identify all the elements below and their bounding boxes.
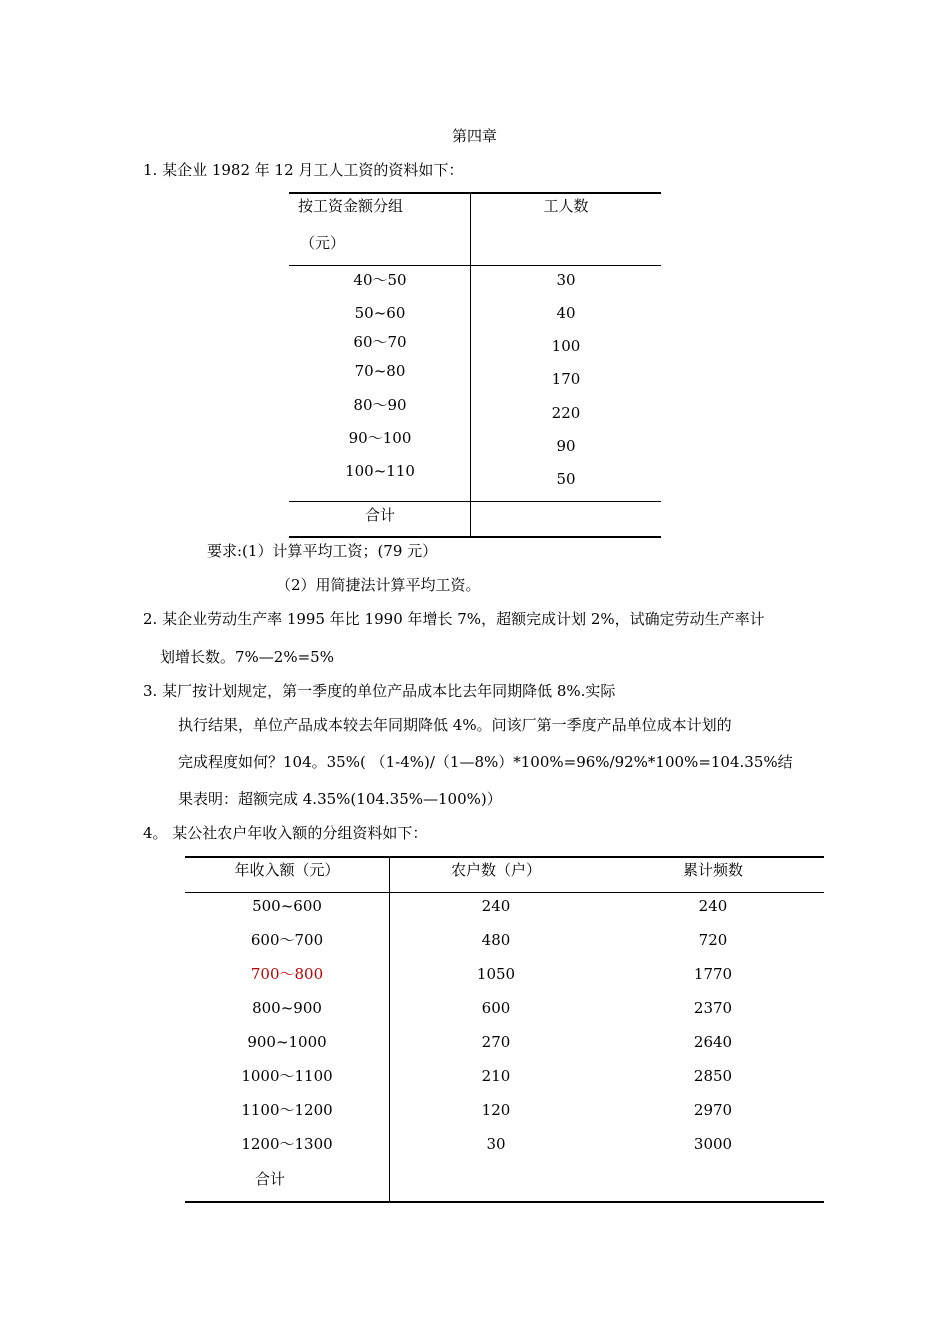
- q1-workers-cell: 170: [551, 370, 581, 388]
- q1-workers-cell: 30: [556, 271, 576, 289]
- q1-table-top-rule: [289, 192, 661, 194]
- chapter-title: 第四章: [452, 127, 498, 145]
- q1-workers-cell: 220: [551, 404, 581, 422]
- q1-requirement-2: （2）用简捷法计算平均工资。: [276, 576, 481, 594]
- q4-income-cell: 900~1000: [247, 1033, 327, 1051]
- q4-households-cell: 480: [481, 931, 511, 949]
- q1-group-cell: 80～90: [353, 396, 407, 414]
- q4-cumulative-cell: 720: [698, 931, 728, 949]
- q4-cumulative-cell: 3000: [693, 1135, 733, 1153]
- q4-households-cell: 30: [486, 1135, 506, 1153]
- q4-header-cumulative: 累计频数: [682, 861, 743, 879]
- q2-line-1: 2. 某企业劳动生产率 1995 年比 1990 年增长 7%，超额完成计划 2%，试确定劳动生产率计: [143, 610, 765, 628]
- q1-group-cell: 40～50: [353, 271, 407, 289]
- q1-requirement-1: 要求:(1）计算平均工资；(79 元）: [207, 542, 438, 560]
- q4-households-cell: 240: [481, 897, 511, 915]
- q2-line-2: 划增长数。7%—2%=5%: [160, 648, 334, 666]
- q1-table-total-rule: [289, 501, 661, 502]
- q4-cumulative-cell: 2640: [693, 1033, 733, 1051]
- q4-households-cell: 1050: [476, 965, 516, 983]
- q4-income-cell: 500~600: [252, 897, 322, 915]
- q4-income-cell: 800~900: [252, 999, 322, 1017]
- q3-line-4: 果表明：超额完成 4.35%(104.35%—100%)）: [178, 790, 502, 808]
- q1-workers-cell: 90: [556, 437, 576, 455]
- q4-cumulative-cell: 2370: [693, 999, 733, 1017]
- q4-cumulative-cell: 1770: [693, 965, 733, 983]
- q4-cumulative-cell: 2970: [693, 1101, 733, 1119]
- q4-income-cell: 1200～1300: [241, 1135, 333, 1153]
- q4-heading: 4。 某公社农户年收入额的分组资料如下：: [143, 824, 428, 842]
- q1-table-header-rule: [289, 265, 661, 266]
- q4-total-label: 合计: [255, 1170, 286, 1188]
- q4-households-cell: 270: [481, 1033, 511, 1051]
- q1-col1-header-unit: （元）: [300, 234, 346, 252]
- q4-table-header-rule: [185, 892, 824, 893]
- q4-households-cell: 600: [481, 999, 511, 1017]
- q3-line-2: 执行结果，单位产品成本较去年同期降低 4%。问该厂第一季度产品单位成本计划的: [178, 716, 732, 734]
- q4-households-cell: 120: [481, 1101, 511, 1119]
- q1-col1-header: 按工资金额分组: [298, 197, 404, 215]
- q1-group-cell: 100~110: [345, 462, 415, 480]
- q1-workers-cell: 100: [551, 337, 581, 355]
- q1-group-cell: 60～70: [353, 333, 407, 351]
- q1-group-cell: 70~80: [354, 362, 406, 380]
- q1-total-label: 合计: [364, 506, 395, 524]
- q1-group-cell: 50~60: [354, 304, 406, 322]
- q4-header-households: 农户数（户）: [450, 861, 541, 879]
- q4-table-bottom-rule: [185, 1201, 824, 1203]
- q4-cumulative-cell: 2850: [693, 1067, 733, 1085]
- q4-income-cell-highlighted: 700～800: [250, 965, 324, 983]
- q3-line-1: 3. 某厂按计划规定，第一季度的单位产品成本比去年同期降低 8%.实际: [143, 682, 616, 700]
- q1-workers-cell: 40: [556, 304, 576, 322]
- q1-heading: 1. 某企业 1982 年 12 月工人工资的资料如下：: [143, 161, 464, 179]
- q1-table-bottom-rule: [289, 536, 661, 538]
- q4-households-cell: 210: [481, 1067, 511, 1085]
- q1-group-cell: 90～100: [348, 429, 412, 447]
- q3-line-3: 完成程度如何？104。35%( （1-4%)/（1—8%）*100%=96%/92%*100%=104.35%结: [178, 753, 793, 771]
- q4-income-cell: 1000～1100: [241, 1067, 333, 1085]
- q4-table-top-rule: [185, 856, 824, 858]
- q1-col2-header: 工人数: [543, 197, 589, 215]
- q1-workers-cell: 50: [556, 470, 576, 488]
- q4-cumulative-cell: 240: [698, 897, 728, 915]
- q4-income-cell: 600～700: [250, 931, 324, 949]
- q4-header-income: 年收入额（元）: [234, 861, 340, 879]
- q4-income-cell: 1100～1200: [241, 1101, 333, 1119]
